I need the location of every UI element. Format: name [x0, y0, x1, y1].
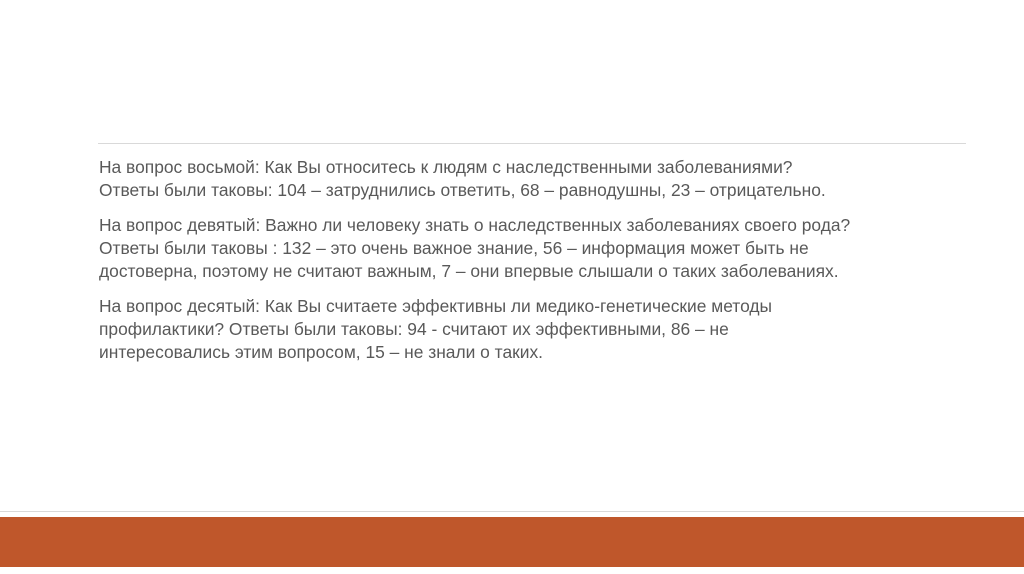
- question-nine-paragraph: [99, 214, 979, 283]
- paragraph-line: интересовались этим вопросом, 15 – не знали о таких.: [99, 342, 543, 362]
- footer-accent-band: [0, 517, 1024, 567]
- slide-body: [99, 156, 979, 376]
- paragraph-line: достоверна, поэтому не считают важным, 7 – они впервые слышали о таких заболеваниях.: [99, 261, 839, 281]
- paragraph-line: На вопрос девятый: Важно ли человеку знать о наследственных заболеваниях своего рода?: [99, 215, 851, 235]
- title-divider: [98, 143, 966, 144]
- paragraph-line: Ответы были таковы: 104 – затруднились ответить, 68 – равнодушны, 23 – отрицательно.: [99, 180, 826, 200]
- paragraph-line: На вопрос десятый: Как Вы считаете эффективны ли медико-генетические методы: [99, 296, 773, 316]
- paragraph-line: Ответы были таковы : 132 – это очень важное знание, 56 – информация может быть не: [99, 238, 809, 258]
- paragraph-line: На вопрос восьмой: Как Вы относитесь к людям с наследственными заболеваниями?: [99, 157, 793, 177]
- footer-rule: [0, 511, 1024, 512]
- question-eight-paragraph: [99, 156, 979, 202]
- question-ten-paragraph: [99, 295, 979, 364]
- paragraph-line: профилактики? Ответы были таковы: 94 - считают их эффективными, 86 – не: [99, 319, 729, 339]
- footer-bottom-strip: [0, 567, 1024, 574]
